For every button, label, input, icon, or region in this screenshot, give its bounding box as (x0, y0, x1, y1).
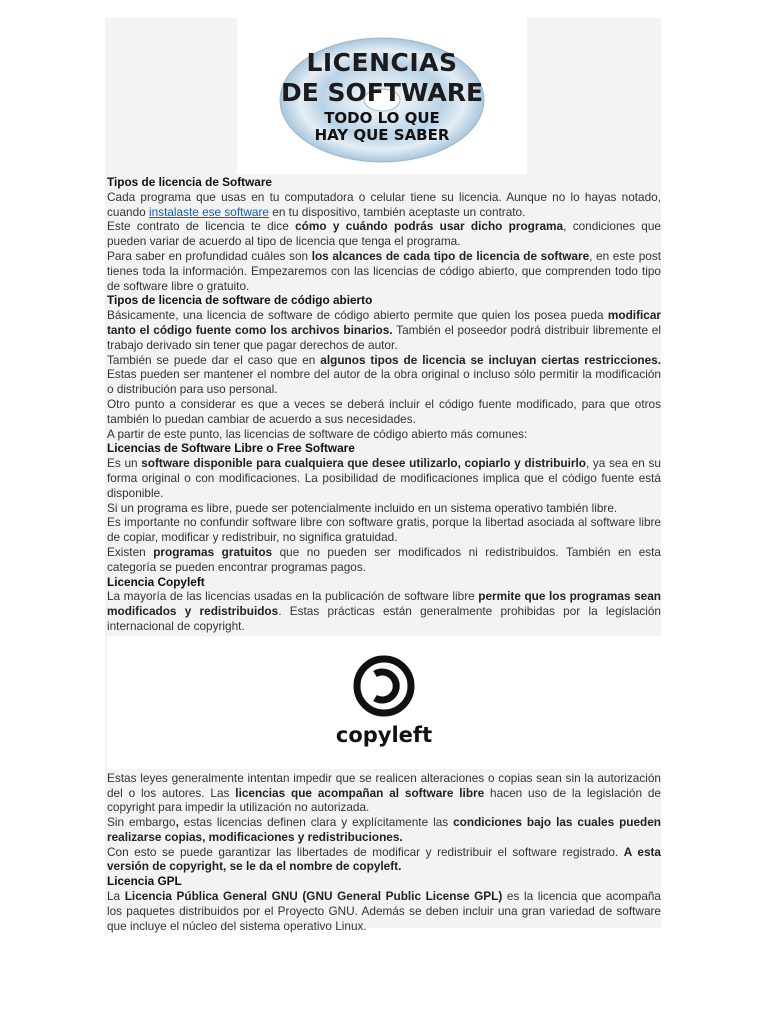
bold-text: los alcances de cada tipo de licencia de software (311, 248, 590, 263)
bold-text: programas gratuitos (153, 544, 273, 559)
article-body (107, 175, 661, 933)
section-heading: Tipos de licencia de Software (107, 175, 272, 189)
bold-text: algunos tipos de licencia se incluyan ciertas restricciones. (320, 352, 661, 367)
text: , ya sea en su forma original o con modificaciones. La posibilidad de modificaciones implica que el código fuente está disponible. (107, 456, 661, 500)
paragraph (107, 771, 661, 815)
paragraph (107, 845, 661, 875)
text: en tu dispositivo, también aceptaste un contrato. (268, 204, 526, 219)
section-heading: Licencia Copyleft (107, 574, 205, 589)
bold-text: Licencia Pública General GNU (GNU General Public License GPL) (124, 889, 503, 904)
bold-text: modificar tanto el código fuente como los archivos binarios. (107, 308, 661, 337)
text: Es un (107, 456, 142, 471)
bold-text: , (175, 815, 179, 830)
text: Estas leyes generalmente intentan impedir que se realicen alteraciones o copias sean sin la autorización del o los autores. Las (107, 770, 661, 800)
paragraph (107, 249, 661, 293)
text: Sin embargo (107, 815, 176, 830)
text: Este contrato de licencia te dice (107, 219, 296, 234)
text: También se puede dar el caso que en (107, 352, 321, 367)
paragraph (107, 545, 661, 575)
text: , en este post tienes toda la información. Empezaremos con las licencias de código abierto, que comprenden todo tipo de software libre o gratuito. (107, 248, 662, 293)
copyleft-wordmark: copyleft (335, 722, 433, 747)
hero-subtitle-line2: HAY QUE SABER (314, 126, 450, 144)
text: . Estas prácticas están generalmente prohibidas por la legislación internacional de copyright. (107, 604, 661, 633)
text: Estas pueden ser mantener el nombre del autor de la obra original o incluso sólo permitir la modificación o distribución para uso personal. (107, 367, 661, 397)
paragraph: Otro punto a considerar es que a veces se deberá incluir el código fuente modificado, para que otros también lo puedan cambiar de acuerdo a sus necesidades. (107, 396, 661, 426)
hero-title-line2: DE SOFTWARE (280, 78, 484, 107)
copyleft-logo-image (107, 636, 661, 769)
text: La (107, 889, 125, 904)
paragraph (107, 589, 661, 633)
text: que no pueden ser modificados ni redistribuidos. También en esta categoría se pueden encontrar programas pagos. (107, 544, 661, 574)
text: La mayoría de las licencias usadas en la publicación de software libre (107, 589, 479, 604)
text: Existen (107, 544, 154, 559)
copyleft-icon (329, 654, 439, 724)
bold-text: permite que los programas sean modificados y redistribuidos (107, 589, 661, 619)
paragraph (107, 353, 661, 397)
section-heading: Licencia GPL (107, 874, 182, 889)
paragraph (107, 190, 661, 220)
paragraph (107, 815, 661, 845)
text: Cada programa que usas en tu computadora o celular tiene su licencia. Aunque no lo hayas notado, cuando (107, 189, 661, 219)
text: También el poseedor podrá distribuir libremente el trabajo derivado sin tener que pagar derechos de autor. (107, 322, 661, 352)
paragraph: A partir de este punto, las licencias de software de código abierto más comunes: (107, 426, 528, 441)
bold-text: software disponible para cualquiera que desee utilizarlo, copiarlo y distribuirlo (141, 456, 586, 471)
paragraph (107, 456, 661, 500)
hero-title-line1: LICENCIAS (306, 48, 458, 77)
text: es la licencia que acompaña los paquetes distribuidos por el Proyecto GNU. Además se deben incluir una gran variedad de software que incluye el núcleo del sistema operativo Linux. (107, 889, 661, 933)
section-heading: Licencias de Software Libre o Free Software (107, 441, 355, 456)
text: hacen uso de la legislación de copyright para impedir la utilización no autorizada. (107, 785, 661, 815)
paragraph: Es importante no confundir software libre con software gratis, porque la libertad asociada al software libre de copiar, modificar y redistribuir, no significa gratuidad. (107, 515, 661, 545)
text: estas licencias definen clara y explícitamente las (178, 815, 454, 830)
hero-banner (105, 18, 661, 174)
text: Con esto se puede garantizar las libertades de modificar y redistribuir el software registrado. (107, 844, 624, 859)
hero-image (237, 18, 527, 174)
paragraph: Si un programa es libre, puede ser potencialmente incluido en un sistema operativo también libre. (107, 500, 618, 515)
hero-subtitle-line1: TODO LO QUE (324, 109, 440, 127)
bold-text: condiciones bajo las cuales pueden realizarse copias, modificaciones y redistribuciones. (107, 815, 662, 844)
bold-text: cómo y cuándo podrás usar dicho programa (295, 219, 564, 234)
bold-text: licencias que acompañan al software libre (235, 785, 485, 800)
paragraph (107, 219, 661, 249)
text: Para saber en profundidad cuáles son (107, 248, 312, 263)
paragraph (107, 889, 661, 933)
document-page (105, 18, 662, 933)
text: , condiciones que pueden variar de acuerdo al tipo de licencia que tenga el programa. (107, 219, 661, 249)
bold-text: A esta versión de copyright, se le da el nombre de copyleft. (107, 844, 661, 874)
install-software-link[interactable]: instalaste ese software (148, 204, 269, 219)
text: Básicamente, una licencia de software de código abierto permite que quien los posea pueda (107, 308, 608, 323)
section-heading: Tipos de licencia de software de código abierto (107, 293, 373, 308)
paragraph (107, 308, 661, 352)
